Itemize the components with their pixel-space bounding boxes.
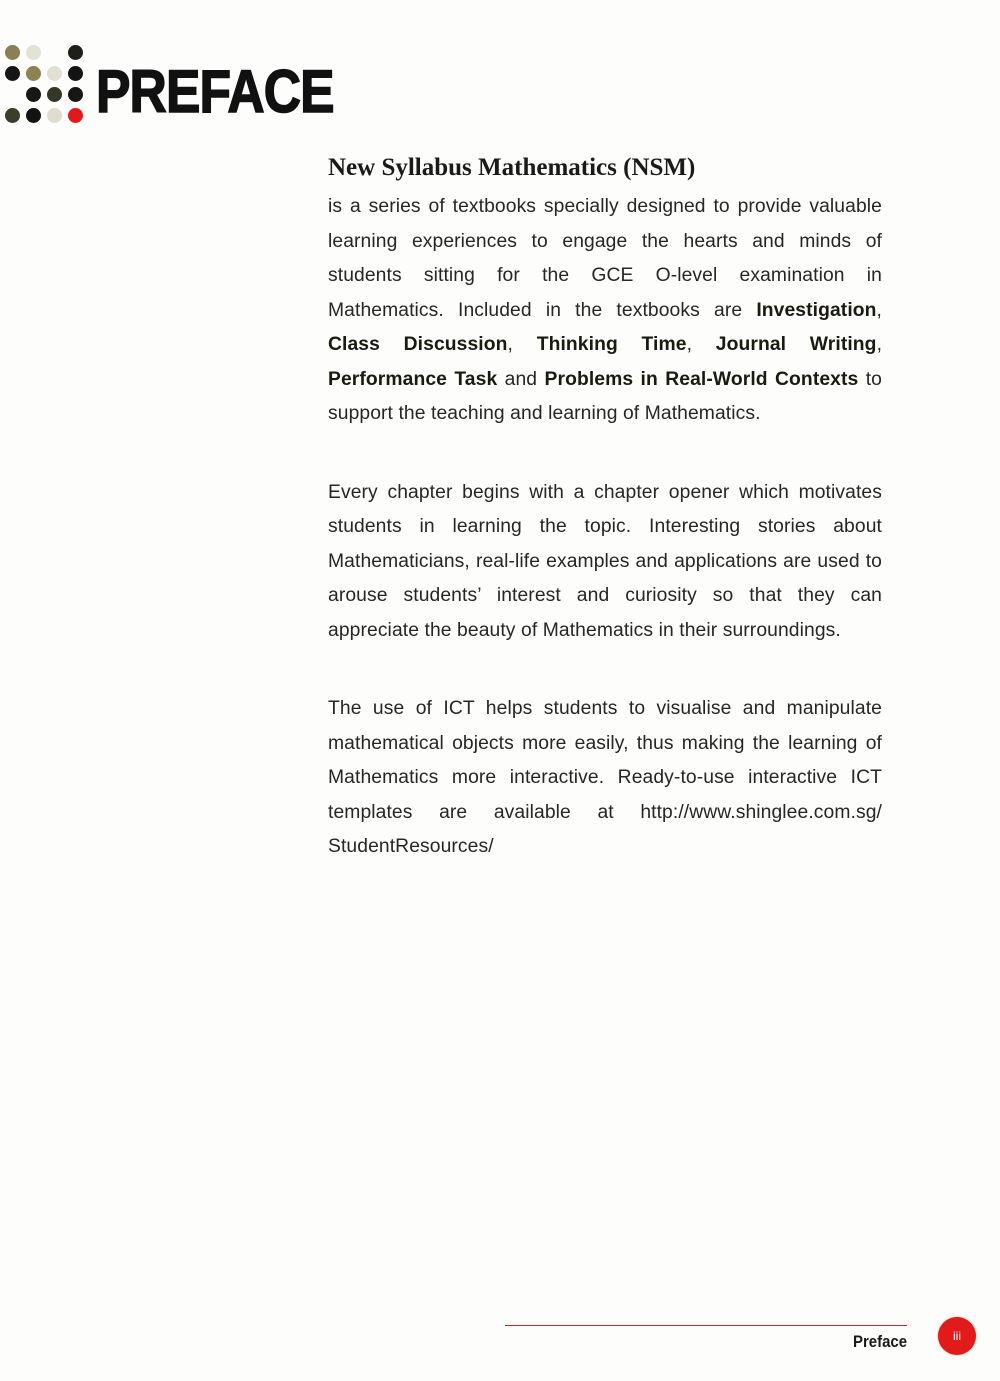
separator: and <box>497 368 545 390</box>
paragraph-intro <box>328 190 882 432</box>
decorative-dot <box>47 87 62 102</box>
feature-journal-writing: Journal Writing <box>715 334 877 355</box>
separator: , <box>686 334 716 355</box>
preface-content <box>328 152 882 865</box>
page-number-badge: iii <box>938 1317 976 1355</box>
page-title: PREFACE <box>96 58 334 125</box>
decorative-dot <box>26 66 41 81</box>
book-series-title: New Syllabus Mathematics (NSM) <box>328 154 696 181</box>
feature-performance-task: Performance Task <box>328 368 498 390</box>
decorative-dot <box>26 45 41 60</box>
paragraph-text: The use of ICT helps students to visualise and manipulate mathematical objects more easily, thus making the learning of Mathematics more interactive. Ready-to-use interactive ICT templates are available at <box>328 698 882 823</box>
paragraph-ict <box>328 692 882 865</box>
separator: , <box>507 334 537 355</box>
paragraph-chapter-opener: Every chapter begins with a chapter opener which motivates students in learning the topic. Interesting stories about Mathematicians, real-life examples and applications are used to arouse students’ interest and curiosity so that they can appreciate the beauty of Mathematics in their surroundings. <box>328 481 882 641</box>
feature-class-discussion: Class Discussion <box>328 334 508 355</box>
decorative-dot <box>47 66 62 81</box>
feature-real-world-problems: Problems in Real-World Contexts <box>544 368 859 390</box>
decorative-dot-grid <box>5 45 85 125</box>
decorative-dot <box>68 45 83 60</box>
decorative-dot <box>68 66 83 81</box>
paragraph-text: is a series of textbooks specially designed to provide valuable learning experiences to engage the hearts and minds of students sitting for the GCE O-level examination in Mathematics. Included in the textbooks are <box>328 196 882 321</box>
decorative-dot <box>26 87 41 102</box>
decorative-dot <box>47 108 62 123</box>
paragraph-text: to support the teaching and learning of Mathematics. <box>328 368 882 424</box>
separator: , <box>876 334 883 355</box>
footer-divider <box>505 1325 907 1326</box>
footer-section-label: Preface <box>853 1332 908 1351</box>
decorative-dot <box>5 45 20 60</box>
decorative-dot <box>5 66 20 81</box>
decorative-dot <box>68 87 83 102</box>
separator: , <box>876 299 882 321</box>
feature-thinking-time: Thinking Time <box>536 334 687 355</box>
feature-investigation: Investigation <box>756 299 877 321</box>
resources-link[interactable]: http://www.shinglee.com.sg/ StudentResources/ <box>328 801 882 857</box>
decorative-dot <box>68 108 83 123</box>
decorative-dot <box>26 108 41 123</box>
decorative-dot <box>5 108 20 123</box>
